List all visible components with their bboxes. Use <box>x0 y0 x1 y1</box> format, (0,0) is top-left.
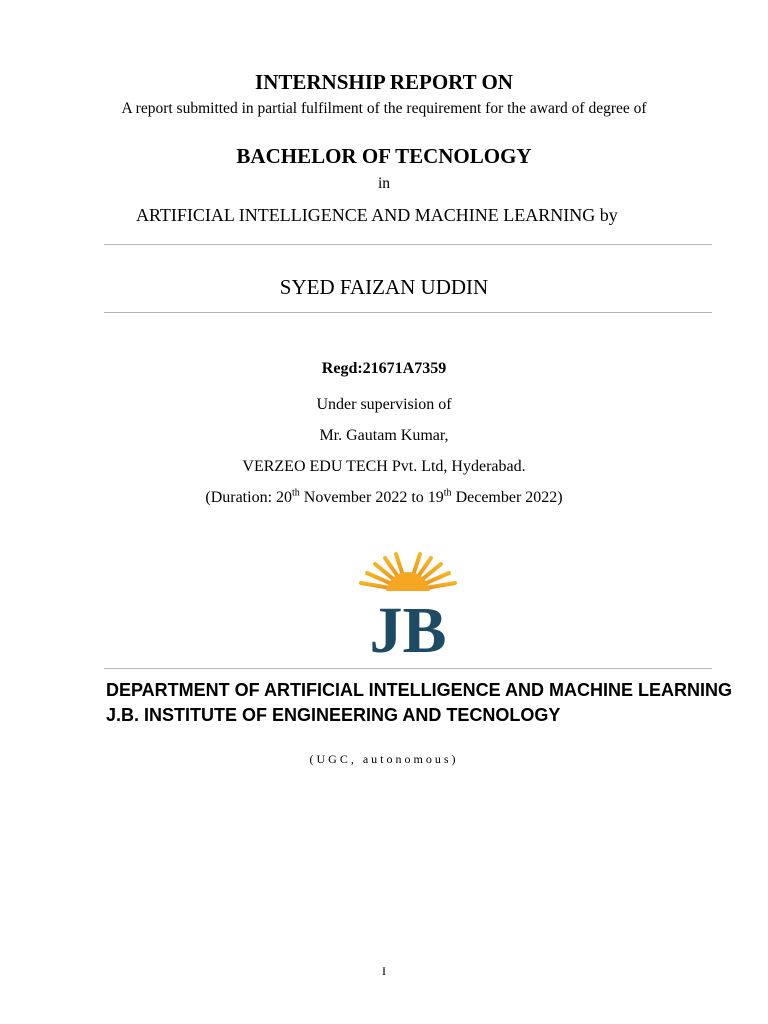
report-title: INTERNSHIP REPORT ON <box>255 70 513 94</box>
registration-number: Regd:21671A7359 <box>321 360 447 377</box>
supervisor-name: Mr. Gautam Kumar, <box>319 427 449 444</box>
supervision-label: Under supervision of <box>316 396 452 413</box>
company-name: VERZEO EDU TECH Pvt. Ltd, Hyderabad. <box>242 458 526 475</box>
end-ordinal: th <box>443 487 452 499</box>
divider-middle <box>104 312 712 313</box>
report-subtitle: A report submitted in partial fulfilment of the requirement for the award of degree of <box>121 100 647 117</box>
logo-lettering: JB <box>369 594 447 656</box>
duration-prefix: (Duration: 20 <box>205 489 293 506</box>
duration-suffix: December 2022) <box>451 489 563 506</box>
start-ordinal: th <box>292 487 300 499</box>
page-number: I <box>382 964 386 978</box>
internship-duration <box>0 489 768 507</box>
department-name: DEPARTMENT OF ARTIFICIAL INTELLIGENCE AND MACHINE LEARNING J.B. INSTITUTE OF ENGINEERING AND TECNOLOGY <box>106 680 732 725</box>
degree-title: BACHELOR OF TECNOLOGY <box>236 144 532 168</box>
institution-status: (UGC, autonomous) <box>309 752 459 766</box>
degree-connector: in <box>377 175 391 192</box>
divider-top <box>104 244 712 245</box>
divider-bottom <box>104 668 712 669</box>
institution-logo <box>348 548 468 656</box>
specialization-line: ARTIFICIAL INTELLIGENCE AND MACHINE LEARNING by <box>136 205 618 225</box>
student-name: SYED FAIZAN UDDIN <box>279 275 489 299</box>
jb-sunrise-logo-icon <box>348 548 468 656</box>
duration-middle: November 2022 to 19 <box>299 489 444 506</box>
